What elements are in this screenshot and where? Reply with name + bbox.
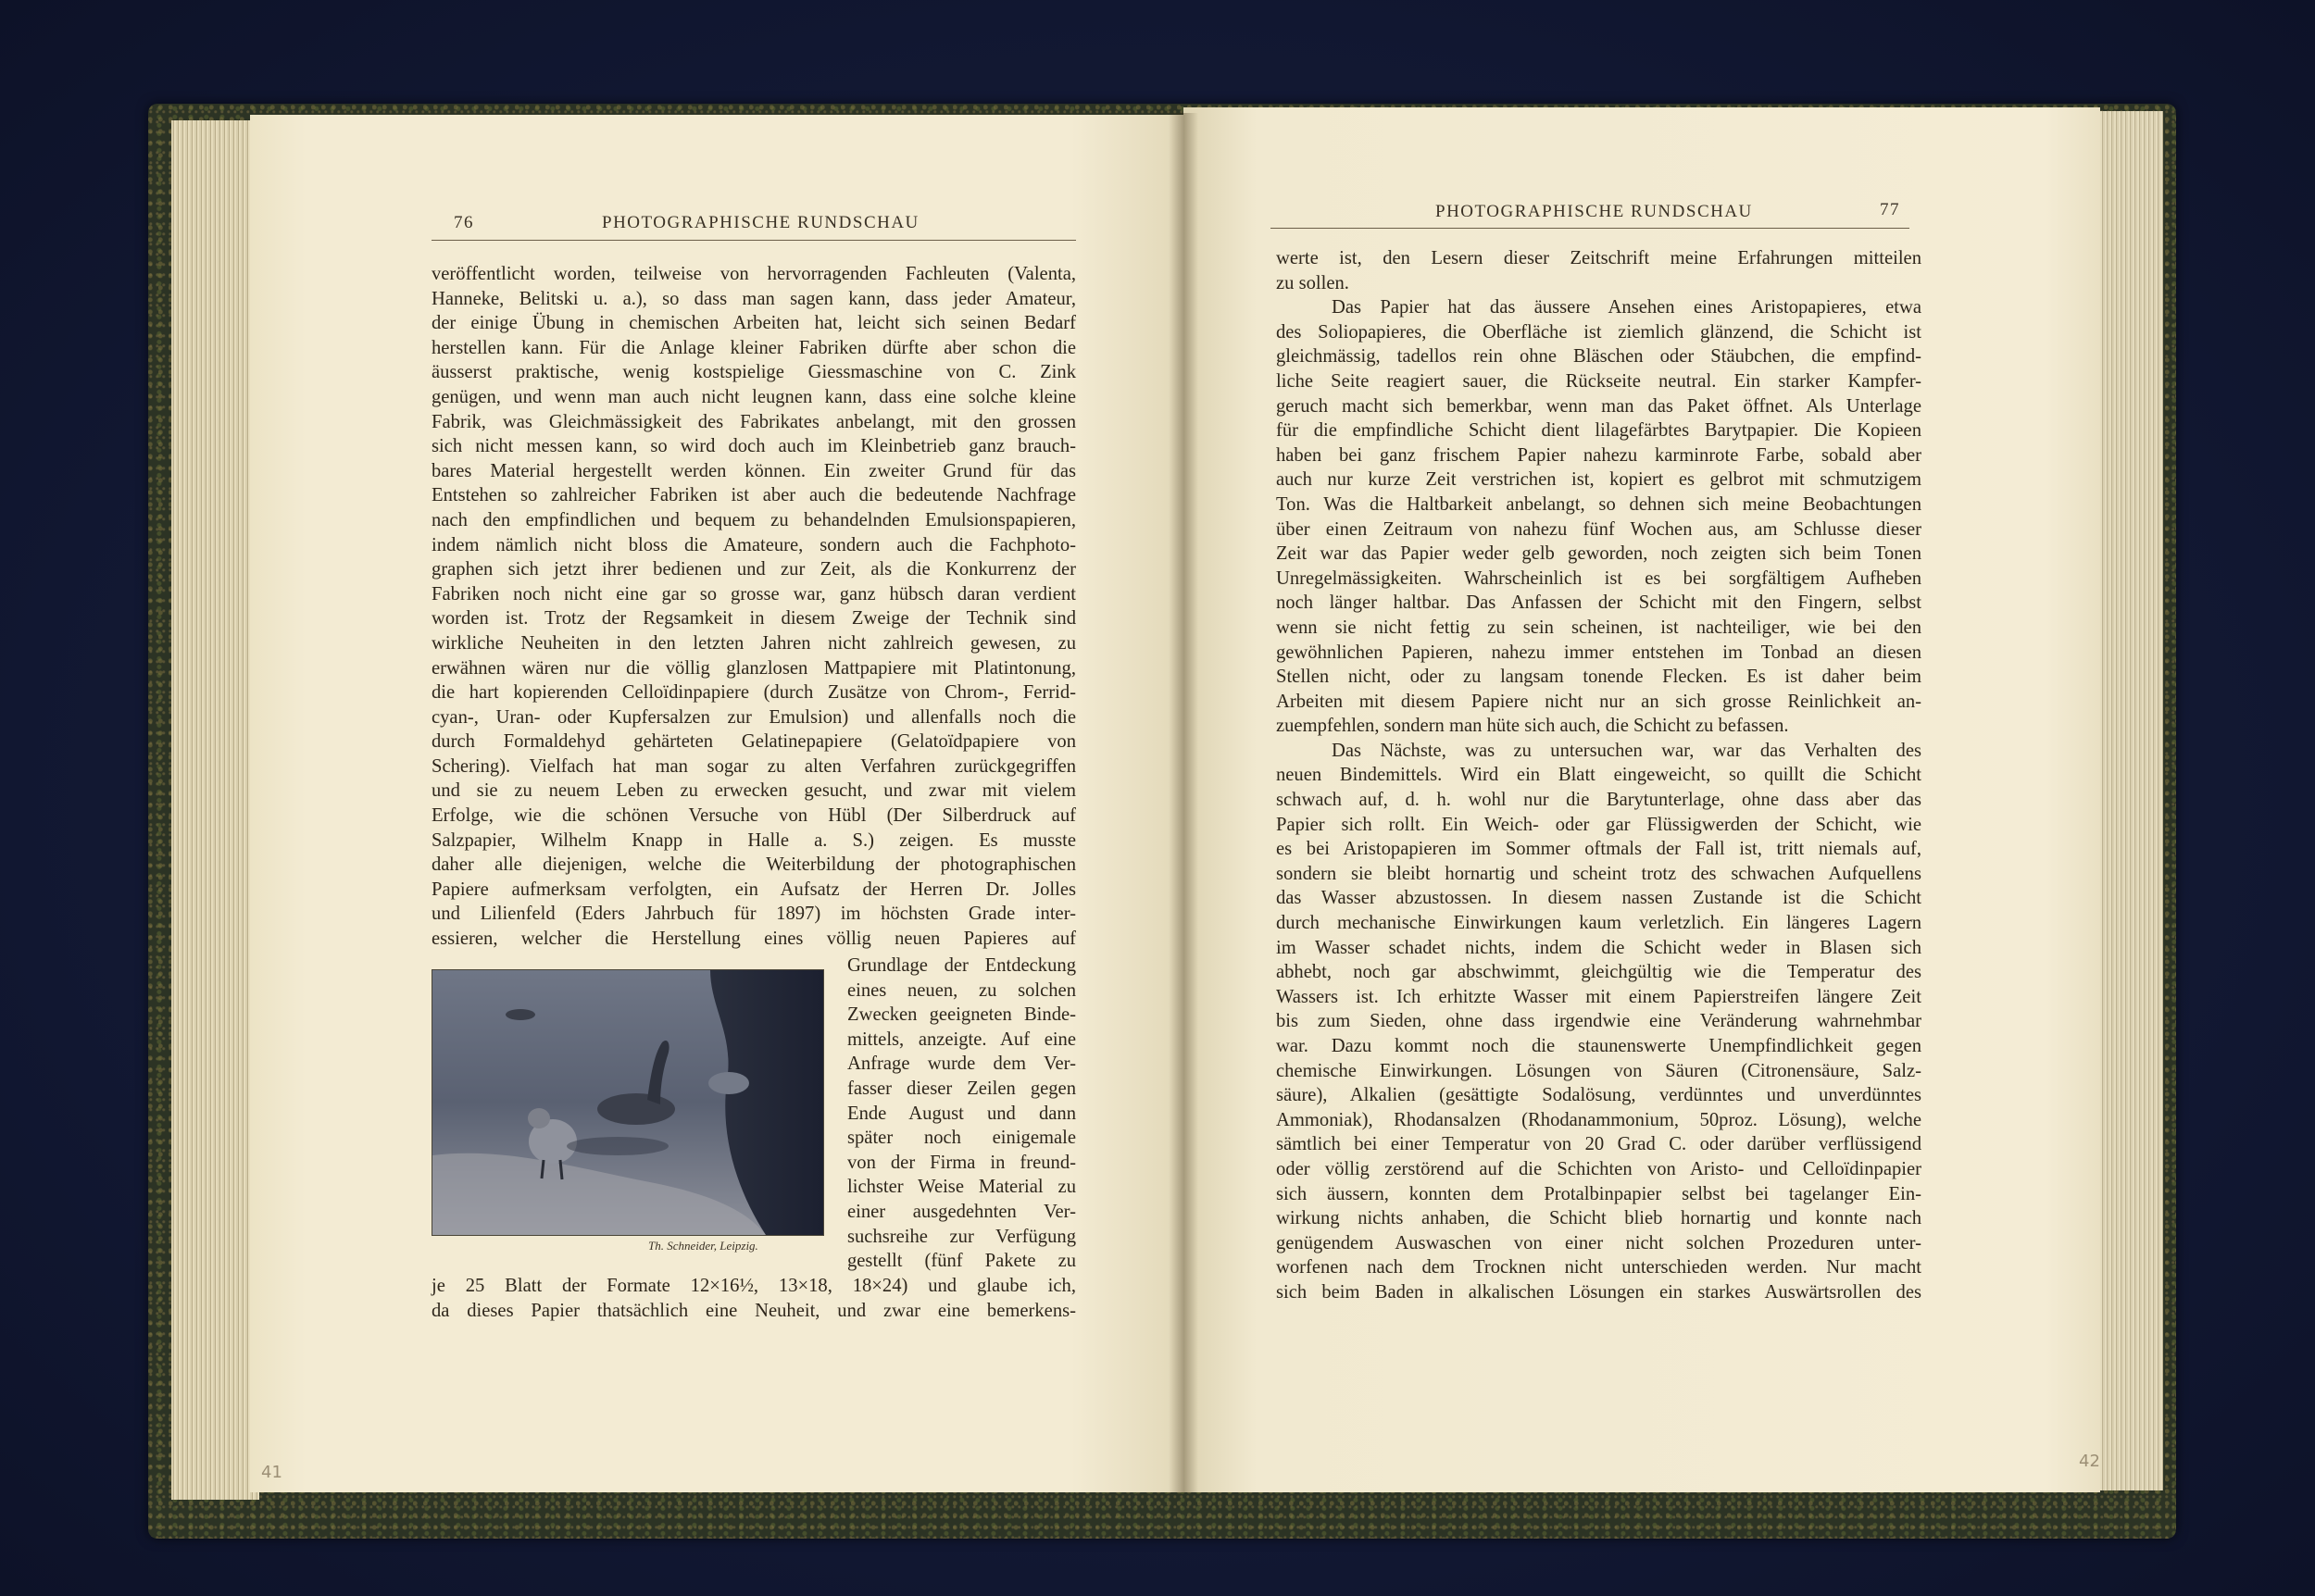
text-line: lichster Weise Material zu	[847, 1177, 1076, 1198]
text-line: bares Material hergestellt werden können. Ein zweiter Grund für das	[432, 460, 1076, 481]
text-line: wirkung nichts anhaben, die Schicht blieb hornartig und konnte nach	[1276, 1208, 1921, 1229]
text-line: Ende August und dann	[847, 1103, 1076, 1124]
text-line: noch länger haltbar. Das Anfassen der Schicht mit den Fingern, selbst	[1276, 592, 1921, 614]
text-line: worden ist. Trotz der Regsamkeit in diesem Zweige der Technik sind	[432, 608, 1076, 630]
text-line: Zwecken geeigneten Binde-	[847, 1004, 1076, 1026]
text-line: Wassers ist. Ich erhitzte Wasser mit einem Papierstreifen längere Zeit	[1276, 986, 1921, 1007]
text-line: mittels, anzeigte. Auf eine	[847, 1029, 1076, 1050]
text-line: und sie zu neuem Leben zu erwecken gesucht, und zwar mit vielem	[432, 780, 1076, 802]
text-line: haben bei ganz frischem Papier nahezu karminrote Farbe, sobald aber	[1276, 444, 1921, 466]
text-line: es bei Aristopapieren im Sommer oftmals der Fall ist, tritt niemals auf,	[1276, 839, 1921, 860]
text-line: einer ausgedehnten Ver-	[847, 1201, 1076, 1222]
text-line: Das Nächste, was zu untersuchen war, war das Verhalten des	[1332, 740, 1921, 761]
text-line: und Lilienfeld (Eders Jahrbuch für 1897) im höchsten Grade inter-	[432, 904, 1076, 925]
text-line: gestellt (fünf Pakete zu	[847, 1251, 1076, 1272]
text-line: fasser dieser Zeilen gegen	[847, 1078, 1076, 1099]
text-line: schwach auf, d. h. wohl nur die Barytunterlage, ohne dass aber das	[1276, 790, 1921, 811]
text-line: Entstehen so zahlreicher Fabriken ist aber auch die bedeutende Nachfrage	[432, 485, 1076, 506]
page-edges-right	[2091, 111, 2163, 1490]
right-running-head: PHOTOGRAPHISCHE RUNDSCHAU	[1435, 202, 1753, 221]
text-line: Erfolge, wie die schönen Versuche von Hübl (Der Silberdruck auf	[432, 805, 1076, 827]
text-line: nach den empfindlichen und bequem zu behandelnden Emulsionspapieren,	[432, 509, 1076, 530]
text-line: je 25 Blatt der Formate 12×16½, 13×18, 18×24) und glaube ich,	[432, 1276, 1076, 1296]
text-line: genügen, und wenn man auch nicht leugnen kann, dass eine solche kleine	[432, 386, 1076, 407]
text-line: für die empfindliche Schicht dient lilagefärbtes Barytpapier. Die Kopieen	[1276, 420, 1921, 442]
text-line: Papiere aufmerksam verfolgten, ein Aufsatz der Herren Dr. Jolles	[432, 879, 1076, 900]
text-line: da dieses Papier thatsächlich eine Neuheit, und zwar eine bemerkens-	[432, 1300, 1076, 1321]
text-line: sich äussern, konnten dem Protalbinpapier selbst bei tagelanger Ein-	[1276, 1183, 1921, 1204]
text-line: erwähnen wären nur die völlig glanzlosen Mattpapiere mit Platintonung,	[432, 657, 1076, 679]
text-line: eines neuen, zu solchen	[847, 979, 1076, 1001]
text-line: bis zum Sieden, ohne dass irgendwie eine Veränderung wahrnehmbar	[1276, 1011, 1921, 1032]
text-line: suchsreihe zur Verfügung	[847, 1226, 1076, 1247]
text-line: veröffentlicht worden, teilweise von hervorragenden Fachleuten (Valenta,	[432, 264, 1076, 284]
right-pencil-mark: 42	[2079, 1452, 2100, 1471]
goslings-photo	[432, 969, 824, 1236]
text-line: Schering). Vielfach hat man sogar zu alten Verfahren zurückgegriffen	[432, 755, 1076, 777]
text-line: indem nämlich nicht bloss die Amateure, sondern auch die Fachphoto-	[432, 534, 1076, 555]
left-text-bottom	[432, 1274, 1076, 1323]
text-line: essieren, welcher die Herstellung eines völlig neuen Papieres auf	[432, 929, 1076, 950]
left-pencil-mark: 41	[261, 1463, 282, 1482]
text-line: worfenen nach dem Trocknen nicht unterschieden werden. Nur macht	[1276, 1257, 1921, 1278]
text-line: die hart kopierenden Celloïdinpapiere (durch Zusätze von Chrom-, Ferrid-	[432, 682, 1076, 704]
text-line: chemische Einwirkungen. Lösungen von Säuren (Citronensäure, Salz-	[1276, 1060, 1921, 1081]
text-line: von der Firma in freund-	[847, 1152, 1076, 1173]
photo-caption: Th. Schneider, Leipzig.	[648, 1239, 758, 1253]
text-line: Grundlage der Entdeckung	[847, 955, 1076, 976]
text-line: des Soliopapieres, die Oberfläche ist ziemlich glänzend, die Schicht ist	[1276, 321, 1921, 343]
left-text-top	[432, 262, 1076, 952]
text-line: der einige Übung in chemischen Arbeiten hat, leicht sich seinen Bedarf	[432, 313, 1076, 334]
page-edges-left	[171, 120, 259, 1500]
book-gutter	[1169, 113, 1198, 1492]
text-line: herstellen kann. Für die Anlage kleiner Fabriken dürfte aber schon die	[432, 337, 1076, 358]
right-text	[1276, 246, 1921, 1305]
text-line: auch nur kurze Zeit verstrichen ist, kopiert es gelbrot mit schmutzigem	[1276, 469, 1921, 491]
text-line: durch mechanische Einwirkungen kaum verletzlich. Ein längeres Lagern	[1276, 913, 1921, 934]
text-line: äusserst praktische, wenig kostspielige Giessmaschine von C. Zink	[432, 362, 1076, 383]
text-line: Ton. Was die Haltbarkeit anbelangt, so dehnen sich meine Beobachtungen	[1276, 493, 1921, 515]
text-line: Ammoniak), Rhodansalzen (Rhodanammonium, 50proz. Lösung), welche	[1276, 1109, 1921, 1130]
text-line: säure), Alkalien (gesättigte Sodalösung, verdünntes und unverdünntes	[1276, 1085, 1921, 1106]
text-line: sich nicht messen kann, so wird doch auch im Kleinbetrieb ganz brauch-	[432, 436, 1076, 457]
text-line: Arbeiten mit diesem Papiere nicht nur an sich grosse Reinlichkeit an-	[1276, 691, 1921, 712]
right-page-number: 77	[1880, 200, 1900, 219]
text-line: Hanneke, Belitski u. a.), so dass man sagen kann, dass jeder Amateur,	[432, 288, 1076, 309]
text-line: gleichmässig, tadellos rein ohne Bläschen oder Stäubchen, die empfind-	[1276, 346, 1921, 368]
text-line: geruch macht sich bemerkbar, wenn man das Paket öffnet. Als Unterlage	[1276, 395, 1921, 417]
text-line: später noch einigemale	[847, 1128, 1076, 1149]
text-line: sich beim Baden in alkalischen Lösungen ein starkes Auswärtsrollen des	[1276, 1281, 1921, 1303]
text-line: liche Seite reagiert sauer, die Rückseite neutral. Ein starker Kampfer-	[1276, 370, 1921, 392]
right-header-rule	[1270, 228, 1909, 229]
text-line: Salzpapier, Wilhelm Knapp in Halle a. S.) zeigen. Es musste	[432, 829, 1076, 851]
text-line: wirkliche Neuheiten in den letzten Jahren nicht zahlreich gewesen, zu	[432, 632, 1076, 654]
text-line: Zeit war das Papier weder gelb geworden, noch zeigten sich beim Tonen	[1276, 543, 1921, 565]
text-line: zu sollen.	[1276, 272, 1349, 293]
text-line: Stellen nicht, oder zu langsam tonende Flecken. Es ist daher beim	[1276, 667, 1921, 688]
text-line: das Wasser abzustossen. In diesem nassen Zustande ist die Schicht	[1276, 888, 1921, 909]
text-line: durch Formaldehyd gehärteten Gelatinepapiere (Gelatoïdpapiere von	[432, 731, 1076, 753]
text-line: sondern sie bleibt hornartig und scheint trotz des schwachen Aufquellens	[1276, 863, 1921, 884]
text-line: im Wasser schadet nichts, indem die Schicht weder in Blasen sich	[1276, 937, 1921, 958]
text-line: werte ist, den Lesern dieser Zeitschrift meine Erfahrungen mitteilen	[1276, 248, 1921, 268]
text-line: Anfrage wurde dem Ver-	[847, 1054, 1076, 1075]
text-line: oder völlig zerstörend auf die Schichten von Aristo- und Celloïdinpapier	[1276, 1158, 1921, 1179]
text-line: zuempfehlen, sondern man hüte sich auch, die Schicht zu befassen.	[1276, 716, 1789, 737]
left-page-number: 76	[454, 213, 474, 232]
left-header-rule	[432, 240, 1076, 241]
left-running-head: PHOTOGRAPHISCHE RUNDSCHAU	[602, 213, 920, 232]
text-line: war. Dazu kommt noch die staunenswerte Unempfindlichkeit gegen	[1276, 1036, 1921, 1056]
text-line: Fabrik, was Gleichmässigkeit des Fabrikates anbelangt, mit den grossen	[432, 411, 1076, 432]
text-line: wenn sie nicht fettig zu sein scheinen, ist nachteiliger, wie bei den	[1276, 617, 1921, 638]
text-line: cyan-, Uran- oder Kupfersalzen zur Emulsion) und allenfalls noch die	[432, 706, 1076, 728]
left-text-side	[847, 954, 1076, 1274]
text-line: graphen sich jetzt ihrer bedienen und zur Zeit, als die Konkurrenz der	[432, 559, 1076, 580]
text-line: Papier sich rollt. Ein Weich- oder gar Flüssigwerden der Schicht, wie	[1276, 814, 1921, 835]
text-line: neuen Bindemittels. Wird ein Blatt eingeweicht, so quillt die Schicht	[1276, 765, 1921, 786]
text-line: genügendem Auswaschen von einer nicht solchen Prozeduren unter-	[1276, 1232, 1921, 1253]
text-line: über einen Zeitraum von nahezu fünf Wochen aus, am Schlusse dieser	[1276, 518, 1921, 540]
goslings-image	[432, 970, 823, 1235]
text-line: Fabriken noch nicht eine gar so grosse war, ganz hübsch daran verdient	[432, 583, 1076, 605]
text-line: daher alle diejenigen, welche die Weiterbildung der photographischen	[432, 854, 1076, 876]
text-line: gewöhnlichen Papieren, nahezu immer entstehen im Tonbad an diesen	[1276, 642, 1921, 663]
text-line: Das Papier hat das äussere Ansehen eines Aristopapieres, etwa	[1332, 297, 1921, 318]
text-line: Unregelmässigkeiten. Wahrscheinlich ist es bei sorgfältigem Aufheben	[1276, 567, 1921, 589]
text-line: abhebt, noch gar abschwimmt, gleichgültig wie die Temperatur des	[1276, 962, 1921, 983]
text-line: sämtlich bei einer Temperatur von 20 Grad C. oder darüber verflüssigend	[1276, 1134, 1921, 1155]
